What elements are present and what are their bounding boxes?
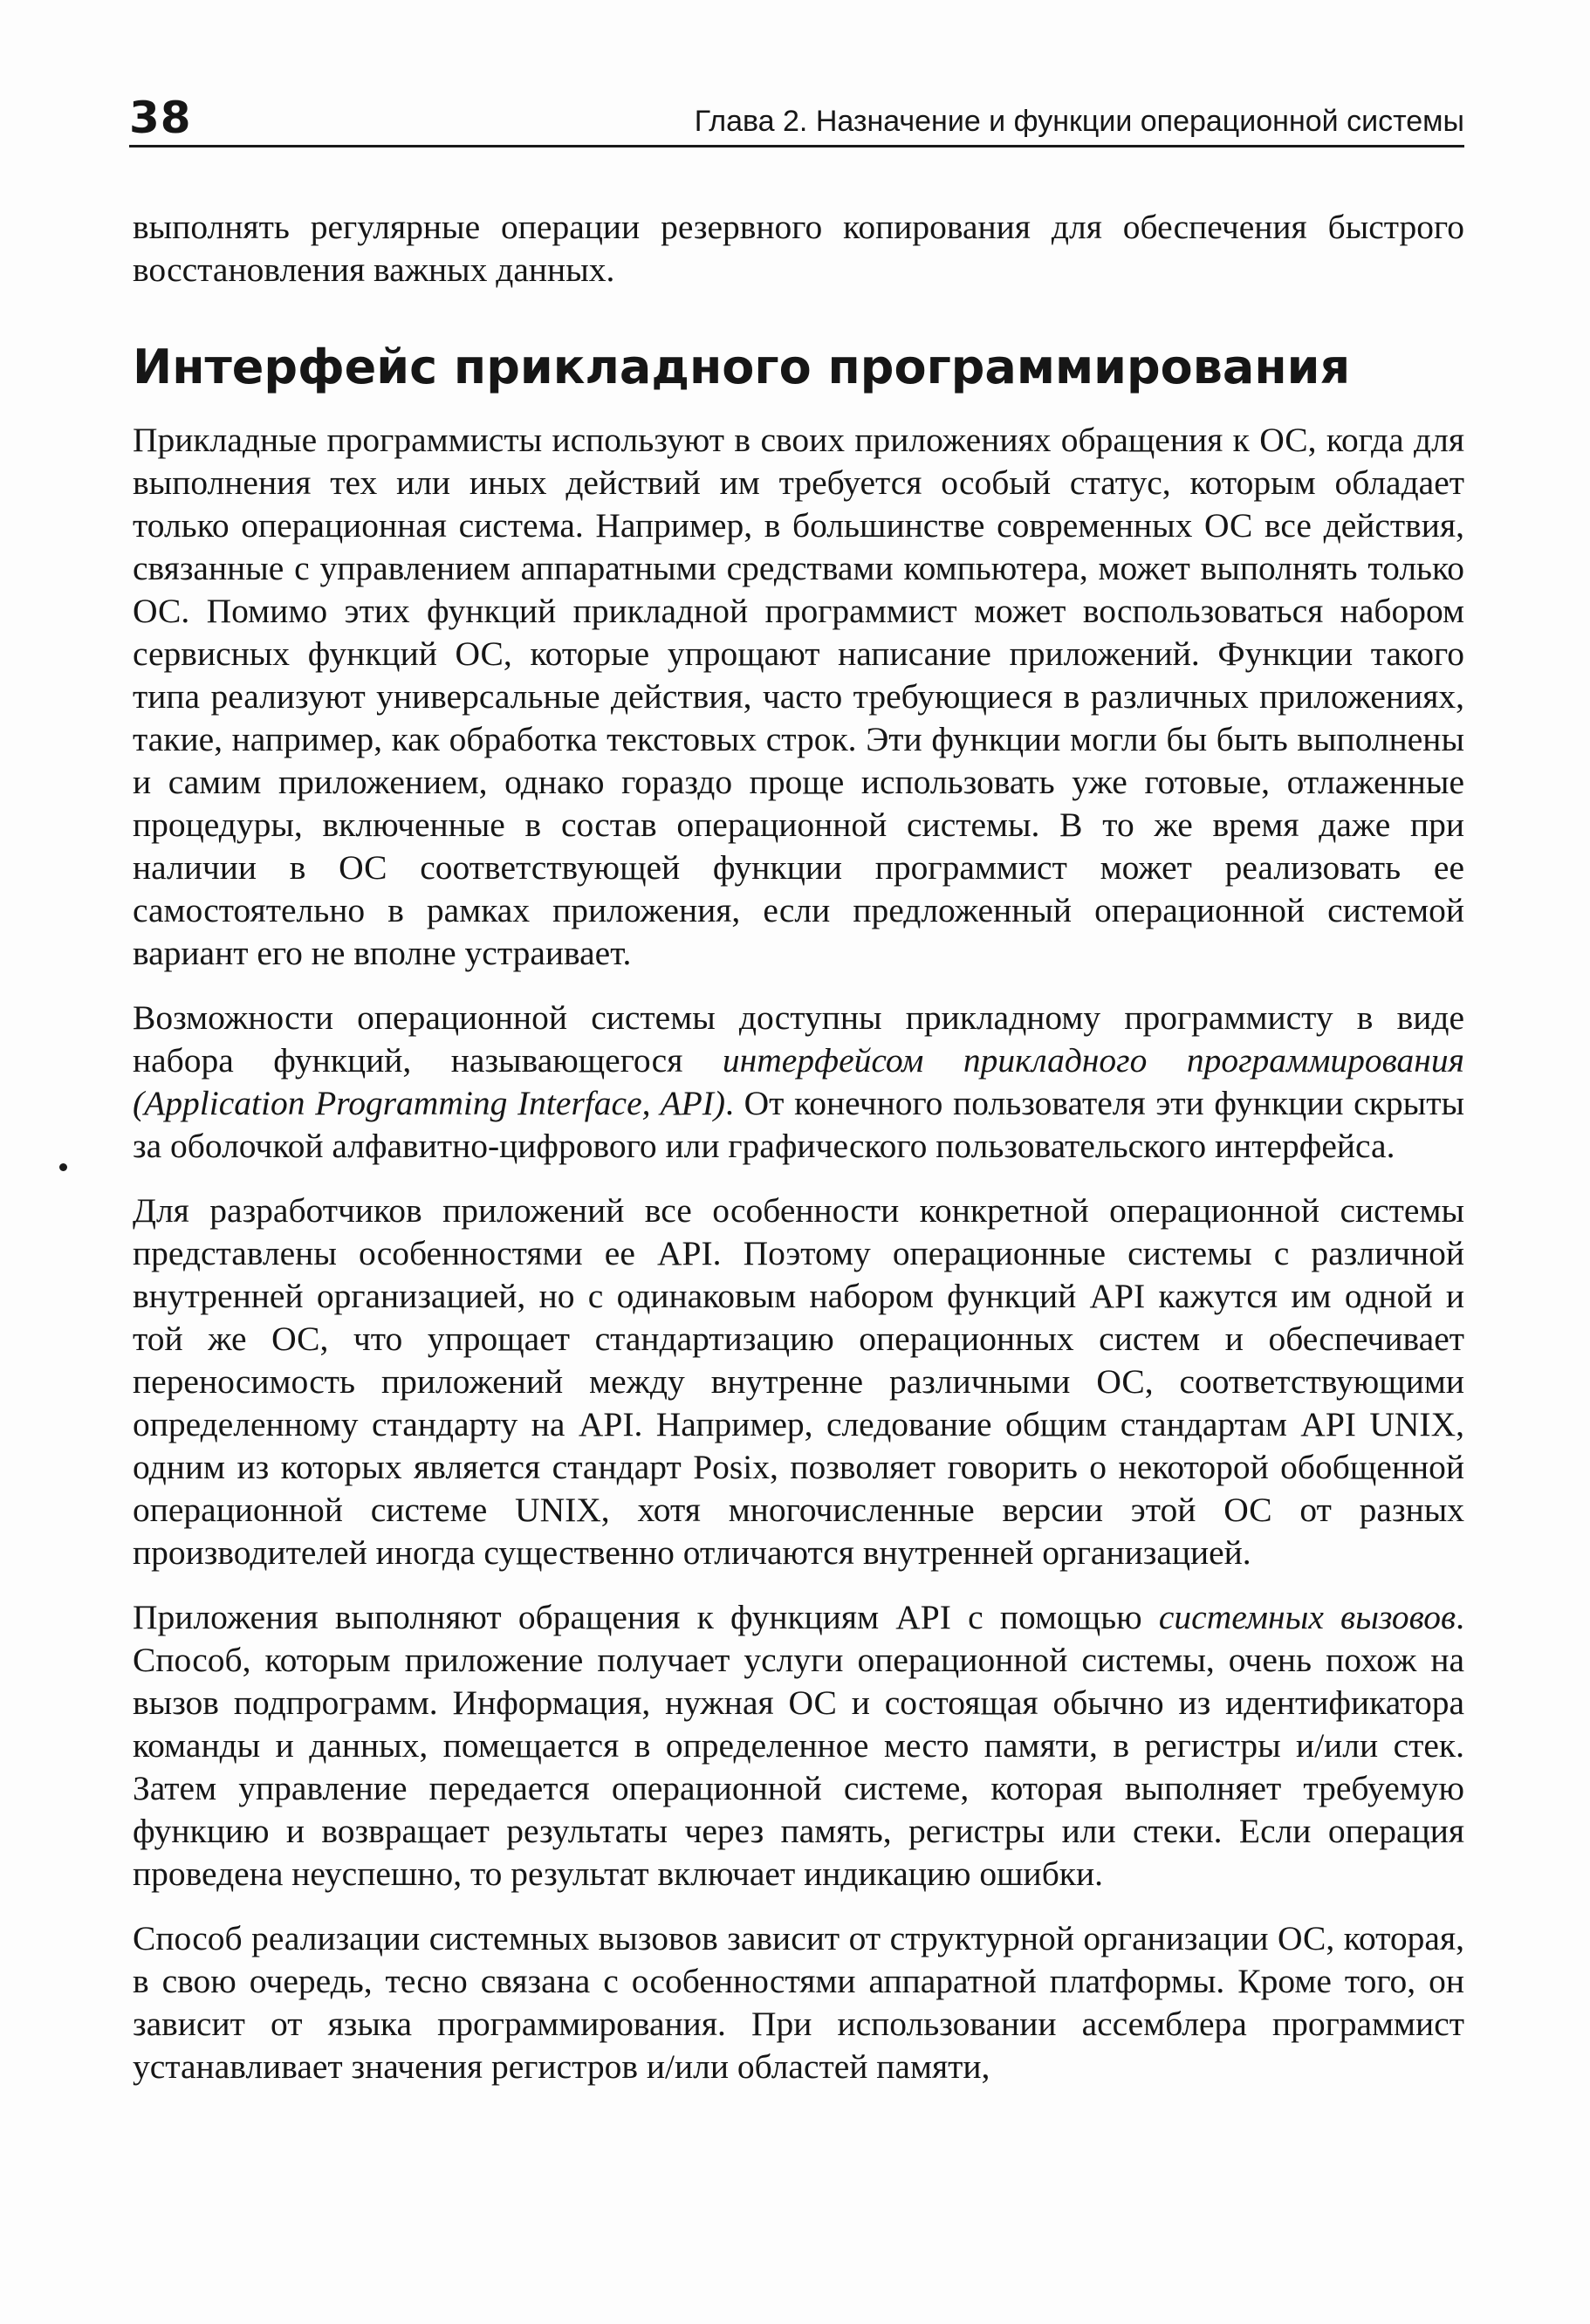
body-text — [133, 206, 1464, 2088]
paragraph-2 — [133, 997, 1464, 1168]
chapter-title: Глава 2. Назначение и функции операционной системы — [694, 105, 1464, 138]
paragraph-2-start: Возможности операционной системы доступны прикладному программисту в виде набора функций, называющегося — [133, 998, 1464, 1080]
paragraph-5: Способ реализации системных вызовов зависит от структурной организации ОС, которая, в свою очередь, тесно связана с особенностями аппаратной платформы. Кроме того, он зависит от языка программирования. При использовании ассемблера программист устанавливает значения регистров и/или областей памяти, — [133, 1919, 1464, 2086]
paragraph-1: Прикладные программисты используют в своих приложениях обращения к ОС, когда для выполнения тех или иных действий им требуется особый статус, которым обладает только операционная система. Например, в большинстве современных ОС все действия, связанные с управлением аппаратными средствами компьютера, может выполнять только ОС. Помимо этих функций прикладной программист может воспользоваться набором сервисных функций ОС, которые упрощают написание приложений. Функции такого типа реализуют универсальные действия, часто требующиеся в различных приложениях, такие, например, как обработка текстовых строк. Эти функции могли бы быть выполнены и самим приложением, однако гораздо проще использовать уже готовые, отлаженные процедуры, включенные в состав операционной системы. В то же время даже при наличии в ОС соответствующей функции программист может реализовать ее самостоятельно в рамках приложения, если предложенный операционной системой вариант его не вполне устраивает. — [133, 421, 1464, 972]
continuation-paragraph: выполнять регулярные операции резервного копирования для обеспечения быстрого восстановления важных данных. — [133, 208, 1464, 289]
paragraph-2-end: . От конечного пользователя эти функции скрыты за оболочкой алфавитно-цифрового или графического пользовательского интерфейса. — [133, 1084, 1464, 1165]
paragraph-4-end: . Способ, которым приложение получает услуги операционной системы, очень похож на вызов подпрограмм. Информация, нужная ОС и состоящая обычно из идентификатора команды и данных, помещается в определенное место памяти, в регистры и/или стек. Затем управление передается операционной системе, которая выполняет требуемую функцию и возвращает результаты через память, регистры или стеки. Если операция проведена неуспешно, то результат включает индикацию ошибки. — [133, 1598, 1464, 1893]
paragraph-2-term: интерфейсом прикладного программирования (Application Programming Interface, API) — [133, 1041, 1464, 1122]
margin-dot-mark — [59, 1163, 67, 1171]
page-number: 38 — [129, 93, 192, 143]
paragraph-4-term: системных вызовов — [1158, 1598, 1456, 1636]
paragraph-4-start: Приложения выполняют обращения к функциям API с помощью — [133, 1598, 1159, 1636]
paragraph-3: Для разработчиков приложений все особенности конкретной операционной системы представлены особенностями ее API. Поэтому операционные системы с различной внутренней организацией, но с одинаковым набором функций API кажутся им одной и той же ОС, что упрощает стандартизацию операционных систем и обеспечивает переносимость приложений между внутренне различными ОС, соответствующими определенному стандарту на API. Например, следование общим стандартам API UNIX, одним из которых является стандарт Posix, позволяет говорить о некоторой обобщенной операционной системе UNIX, хотя многочисленные версии этой ОС от разных производителей иногда существенно отличаются внутренней организацией. — [133, 1191, 1464, 1572]
running-header — [129, 91, 1464, 147]
section-heading: Интерфейс прикладного программирования — [133, 339, 1351, 394]
paragraph-4 — [133, 1596, 1464, 1896]
